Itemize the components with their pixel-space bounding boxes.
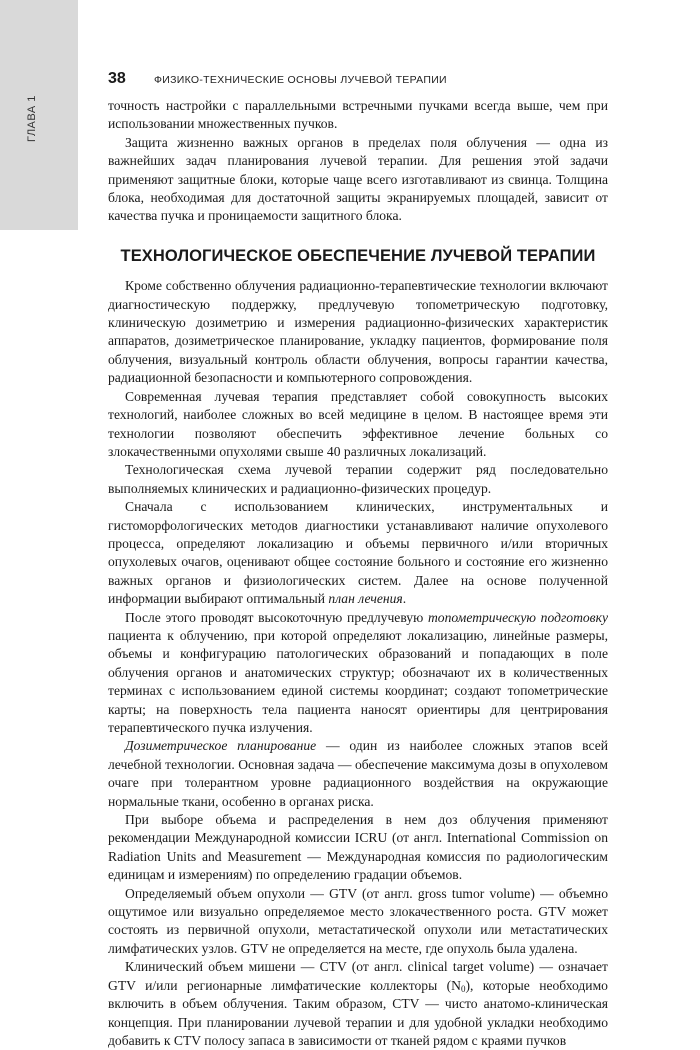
chapter-side-tab [0, 0, 78, 230]
paragraph [108, 609, 608, 738]
paragraph: Кроме собственно облучения радиационно-терапевтические технологии включают диагностическую поддержку, предлучевую топометрическую подготовку, клиническую дозиметрию и измерения радиационно-физических характеристик аппаратов, дозиметрическое планирование, укладку пациентов, формирование поля облучения, визуальный контроль области облучения, вопросы гарантии качества, радиационной безопасности и компьютерного сопровождения. [108, 278, 608, 386]
text-run: пациента к облучению, при которой определяют локализацию, линейные размеры, объемы и конфигурацию патологических образований и попадающих в поле облучения органов и анатомических структур; обозначают их в количественных терминах с использованием единой системы координат; создают топометрические карты; на поверхность тела пациента наносят ориентиры для центрирования терапевтического пучка излучения. [108, 627, 608, 735]
paragraph [108, 958, 608, 1050]
text-run: — один из наиболее сложных этапов всей лечебной технологии. Основная задача — обеспечение максимума дозы в опухолевом очаге при толерантном уровне радиационного воздействия на окружающие нормальные ткани, особенно в органах риска. [108, 738, 608, 809]
page-number: 38 [108, 70, 126, 87]
paragraph: При выборе объема и распределения в нем доз облучения применяют рекомендации Международной комиссии ICRU (от англ. International Commission on Radiation Units and Measurement — Международная комиссия по радиологическим единицам и измерениям) по определению градации объемов. [108, 812, 608, 883]
text-run: ), которые необходимо включить в объем облучения. Таким образом, CTV — чисто анатомо-клиническая концепция. При планировании лучевой терапии и для удобной укладки необходимо добавить к CTV полосу запаса в зависимости от тканей рядом с краями пучков [108, 977, 608, 1048]
paragraph: Технологическая схема лучевой терапии содержит ряд последовательно выполняемых клинических и радиационно-физических процедур. [108, 462, 608, 496]
chapter-label: ГЛАВА 1 [26, 95, 38, 142]
text-run: После этого проводят высокоточную предлучевую [125, 609, 428, 625]
text-run: Сначала с использованием клинических, инструментальных и гистоморфологических методов диагностики устанавливают наличие опухолевого процесса, определяют локализацию и объемы первичного и/или вторичных опухолевых очагов, оценивают общее состояние больного и состояние его жизненно важных органов и физиологических систем. Далее на основе полученной информации выбирают оптимальный [108, 499, 608, 607]
paragraph [108, 737, 608, 811]
paragraph: Защита жизненно важных органов в пределах поля облучения — одна из важнейших задач планирования лучевой терапии. Для решения этой задачи применяют защитные блоки, которые чаще всего изготавливают из свинца. Толщина блока, необходимая для достаточной защиты экранируемых площадей, зависит от качества пучка и проницаемости защитного блока. [108, 134, 608, 224]
paragraph: точность настройки с параллельными встречными пучками всегда выше, чем при использовании множественных пучков. [108, 98, 608, 132]
subscript: 0 [460, 983, 466, 994]
body-text [108, 97, 608, 1050]
emphasis: план лечения [328, 591, 403, 607]
paragraph: Определяемый объем опухоли — GTV (от англ. gross tumor volume) — объемно ощутимое или визуально определяемое место злокачественного роста. GTV может состоять из первичной опухоли, метастатической опухоли или метастатических лимфатических узлов. GTV не определяется на месте, где опухоль была удалена. [108, 885, 608, 956]
text-run: Клинический объем мишени — CTV (от англ. clinical target volume) — означает GTV и/или регионарные лимфатические коллекторы (N [108, 959, 608, 993]
emphasis: Дозиметрическое планирование [125, 738, 317, 754]
text-run: . [402, 591, 407, 607]
page-header [108, 70, 608, 92]
section-heading: ТЕХНОЛОГИЧЕСКОЕ ОБЕСПЕЧЕНИЕ ЛУЧЕВОЙ ТЕРАПИИ [120, 246, 596, 265]
paragraph: Современная лучевая терапия представляет собой совокупность высоких технологий, наиболее сложных во всей медицине в целом. В настоящее время эти технологии позволяют обеспечить эффективное лечение больных со злокачественными опухолями свыше 40 различных локализаций. [108, 388, 608, 459]
emphasis: топометрическую подготовку [427, 609, 608, 625]
running-title: ФИЗИКО-ТЕХНИЧЕСКИЕ ОСНОВЫ ЛУЧЕВОЙ ТЕРАПИИ [154, 74, 447, 86]
paragraph [108, 498, 608, 608]
